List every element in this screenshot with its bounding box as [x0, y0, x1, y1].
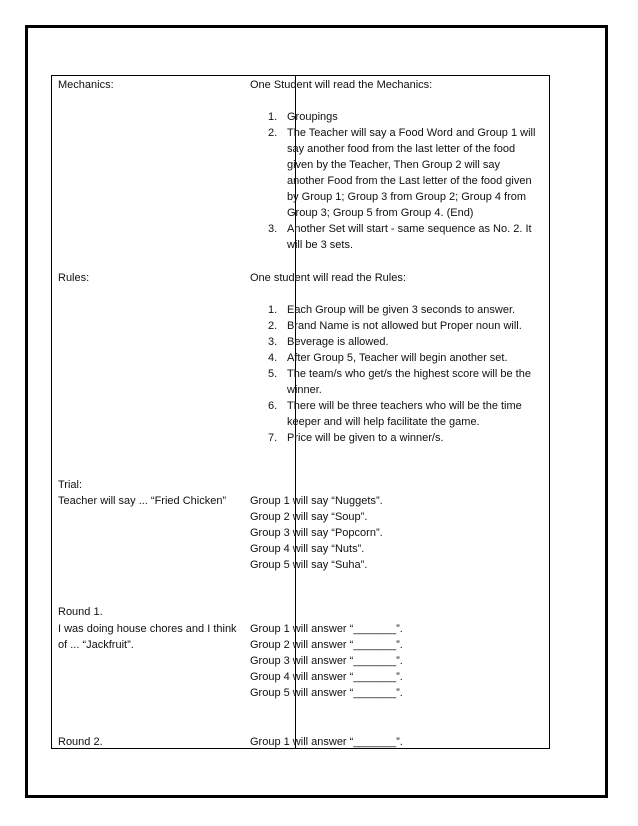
list-item: 4. After Group 5, Teacher will begin another set.: [268, 352, 508, 364]
trial-label: Trial:: [58, 479, 83, 491]
round2-answer: Group 1 will answer “_______”.: [250, 736, 403, 748]
mechanics-intro: One Student will read the Mechanics:: [250, 79, 433, 91]
round1-answer: Group 4 will answer “_______”.: [250, 671, 403, 683]
trial-answer: Group 4 will say “Nuts”.: [250, 543, 365, 555]
round1-label: Round 1.: [58, 606, 103, 618]
round2-label: Round 2.: [58, 736, 103, 748]
mechanics-label: Mechanics:: [58, 79, 114, 91]
round1-prompt: of ... “Jackfruit”.: [58, 639, 134, 651]
round1-answer: Group 1 will answer “_______”.: [250, 623, 403, 635]
trial-prompt: Teacher will say ... “Fried Chicken”: [58, 495, 227, 507]
rules-intro: One student will read the Rules:: [250, 272, 406, 284]
trial-answer: Group 2 will say “Soup”.: [250, 511, 368, 523]
trial-answer: Group 1 will say “Nuggets”.: [250, 495, 383, 507]
round1-answer: Group 3 will answer “_______”.: [250, 655, 403, 667]
list-item: 1. Groupings: [268, 111, 338, 123]
list-item: 5. The team/s who get/s the highest score will be the winner.: [268, 368, 531, 396]
trial-answer: Group 5 will say “Suha”.: [250, 559, 368, 571]
list-item: 3. Another Set will start - same sequence as No. 2. It will be 3 sets.: [268, 223, 532, 251]
rules-list: [268, 302, 548, 446]
list-item: 7. Price will be given to a winner/s.: [268, 432, 444, 444]
activity-table: [51, 75, 550, 749]
round1-prompt: I was doing house chores and I think: [58, 623, 237, 635]
mechanics-list: [268, 109, 548, 253]
round1-answer: Group 2 will answer “_______”.: [250, 639, 403, 651]
list-item: 1. Each Group will be given 3 seconds to answer.: [268, 304, 516, 316]
rules-label: Rules:: [58, 272, 90, 284]
list-item: 2. The Teacher will say a Food Word and Group 1 will say another food from the last letter of the food given by the Teacher, Then Group 2 will say another Food from the Last letter of the food given by Group 1; Group 3 from Group 2; Group 4 from Group 3; Group 5 from Group 4. (End): [268, 127, 536, 219]
round1-answer: Group 5 will answer “_______”.: [250, 687, 403, 699]
list-item: 3. Beverage is allowed.: [268, 336, 389, 348]
list-item: 2. Brand Name is not allowed but Proper noun will.: [268, 320, 522, 332]
list-item: 6. There will be three teachers who will be the time keeper and will help facilitate the game.: [268, 400, 522, 428]
trial-answer: Group 3 will say “Popcorn”.: [250, 527, 383, 539]
